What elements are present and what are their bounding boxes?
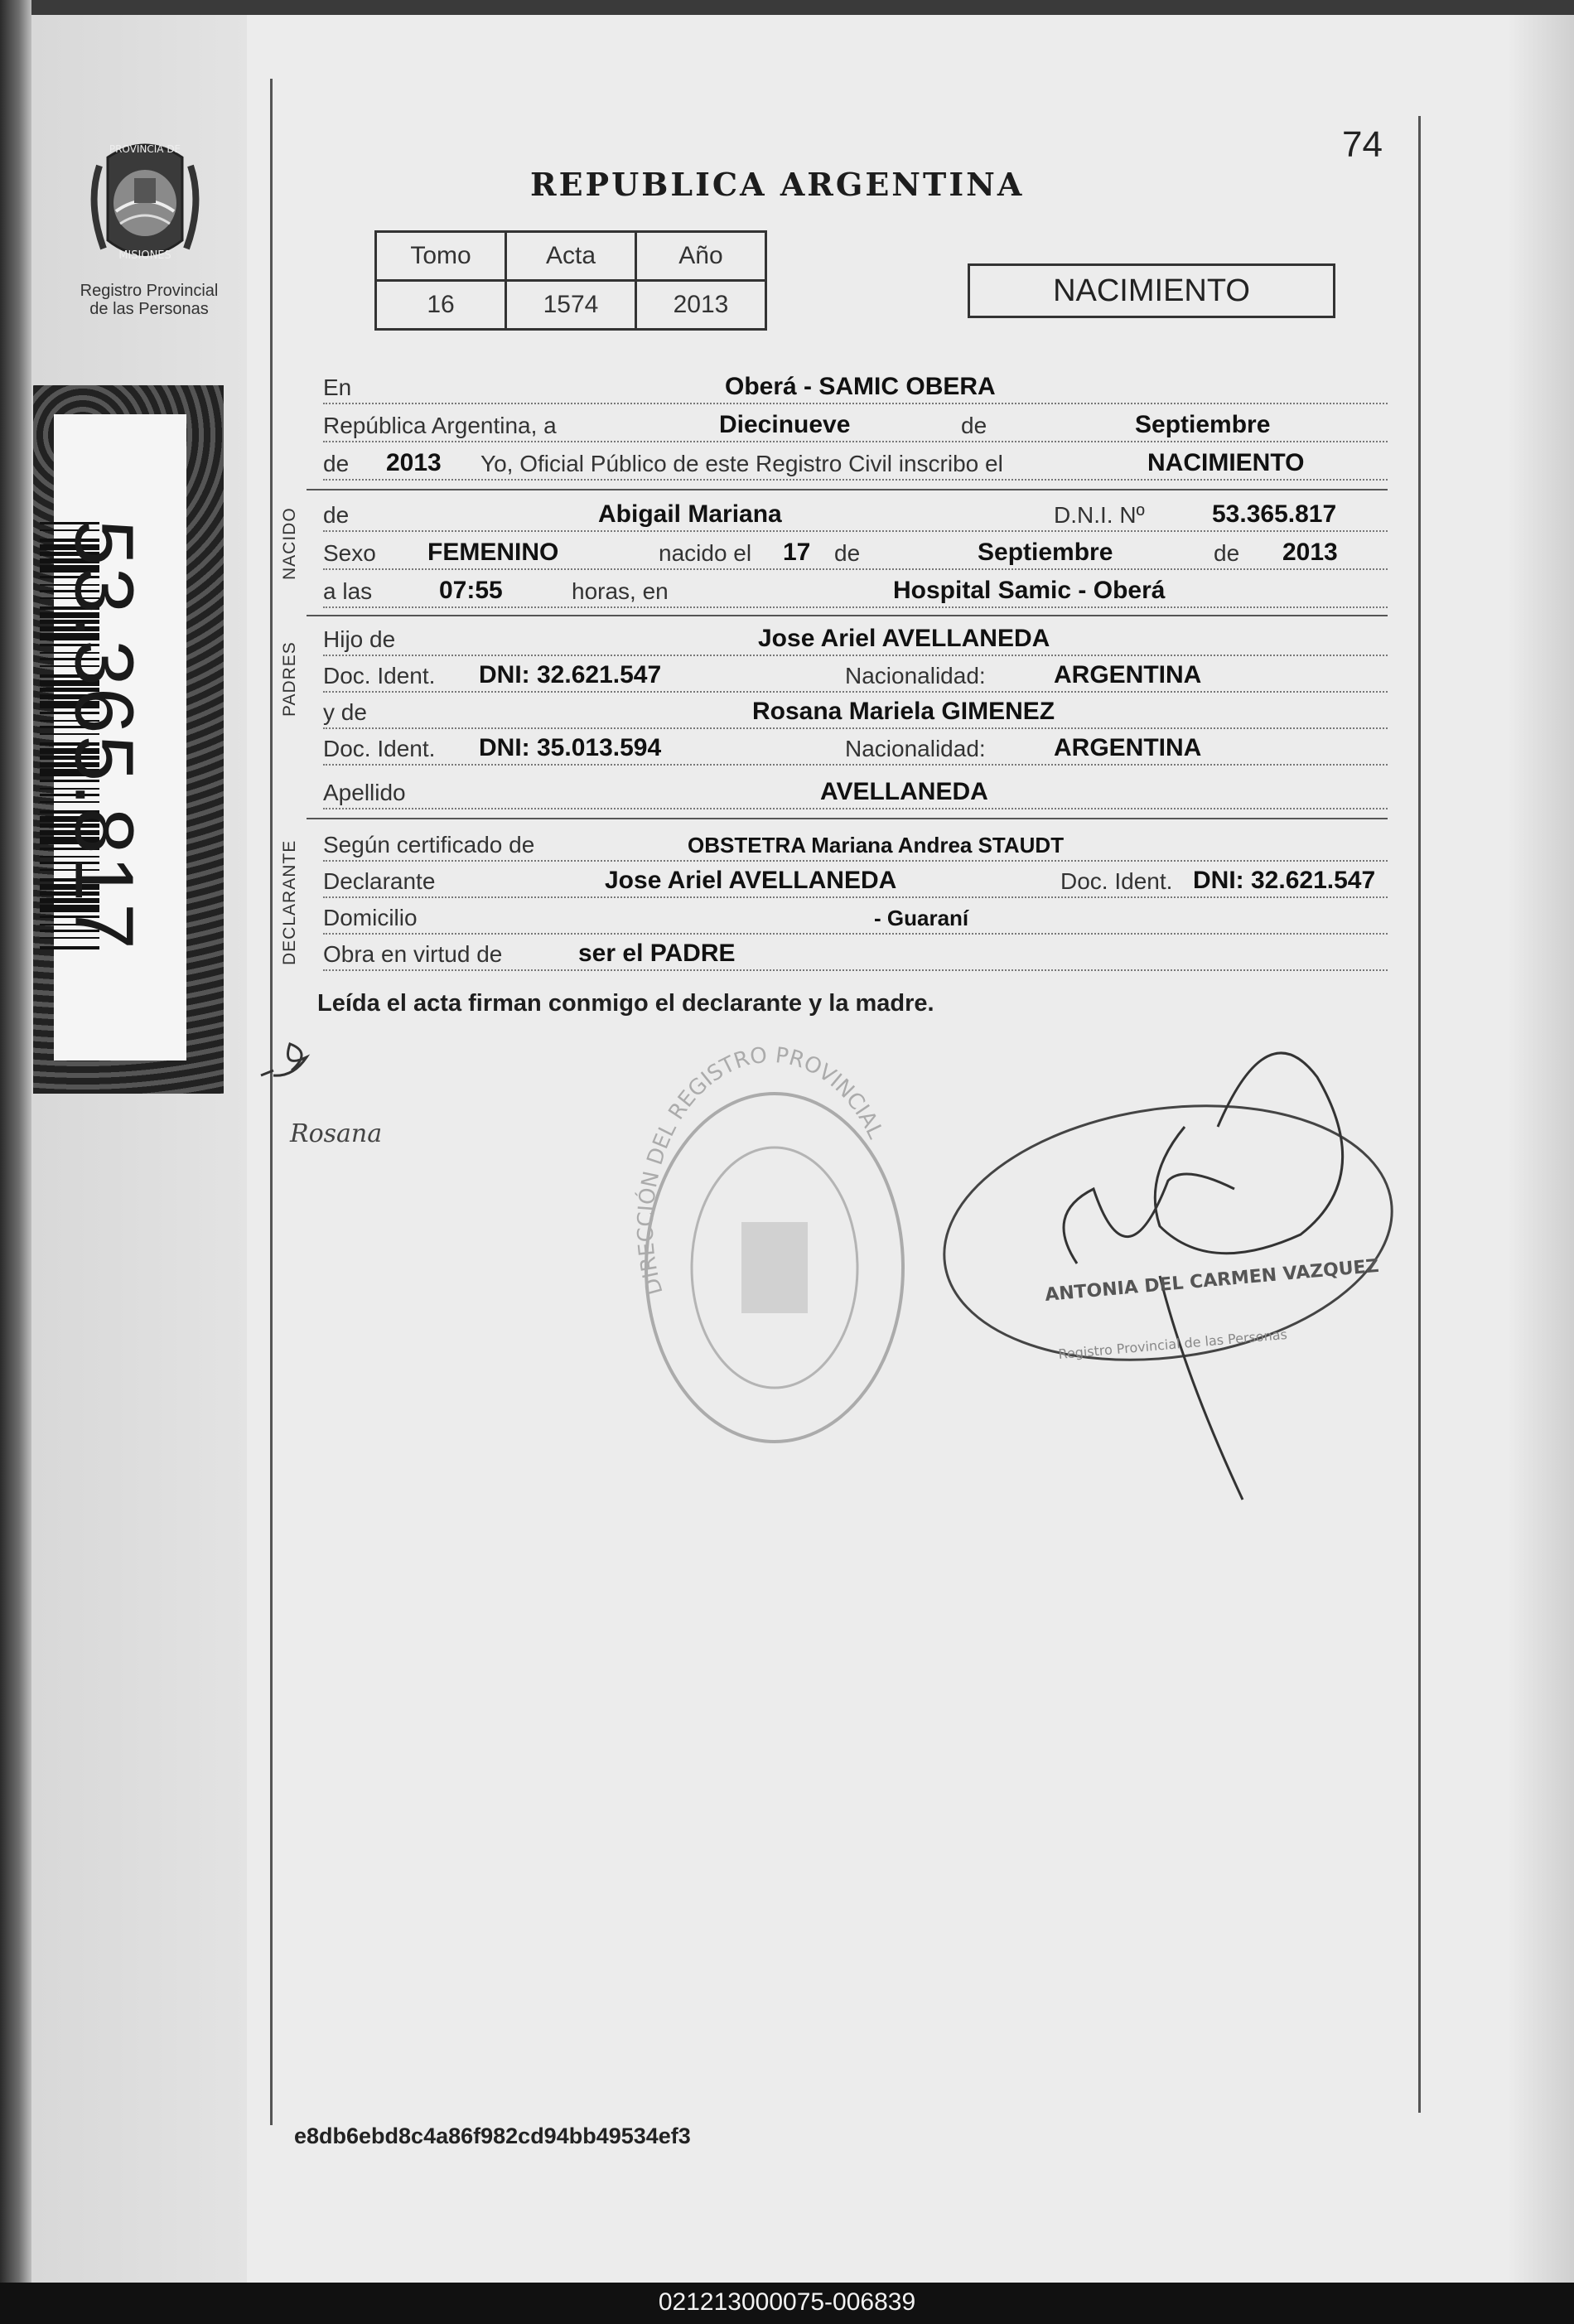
emblem-top-text: PROVINCIA DE	[109, 143, 181, 155]
certificado-label: Según certificado de	[323, 832, 535, 858]
document-title: REPUBLICA ARGENTINA	[530, 166, 1025, 203]
registry-value-acta: 1574	[506, 281, 636, 330]
document-hash: e8db6ebd8c4a86f982cd94bb49534ef3	[294, 2123, 691, 2148]
declarante-label: Declarante	[323, 868, 436, 894]
obra-label: Obra en virtud de	[323, 941, 503, 967]
madre-signature	[261, 1044, 382, 1148]
padre-nac-value: ARGENTINA	[1054, 661, 1202, 689]
officer-stamp-subtext: Registro Provincial de las Personas	[1057, 1326, 1288, 1362]
certificado-value: OBSTETRA Mariana Andrea STAUDT	[688, 833, 1065, 858]
madre-nac-value: ARGENTINA	[1054, 734, 1202, 761]
registry-caption-line1: Registro Provincial	[80, 282, 219, 300]
declarante-doc-label: Doc. Ident.	[1060, 868, 1173, 894]
sticker-dni-number: 53.365.817	[57, 519, 151, 951]
nacido-el-label: nacido el	[659, 540, 752, 566]
dni-value: 53.365.817	[1212, 500, 1337, 528]
registry-header-acta: Acta	[506, 232, 636, 281]
apellido-label: Apellido	[323, 780, 406, 805]
nacido-dia-value: 17	[783, 539, 811, 566]
padre-value: Jose Ariel AVELLANEDA	[758, 625, 1050, 652]
nacido-section-label: NACIDO	[280, 507, 299, 580]
nacido-mes-value: Septiembre	[978, 539, 1113, 566]
madre-nac-label: Nacionalidad:	[845, 736, 986, 761]
registry-caption-line2: de las Personas	[89, 300, 209, 318]
seal-text: DIRECCIÓN DEL REGISTRO PROVINCIAL	[633, 1042, 888, 1298]
sexo-value: FEMENINO	[427, 539, 559, 566]
tipo-value: NACIMIENTO	[1147, 449, 1305, 476]
apellido-value: AVELLANEDA	[820, 778, 988, 805]
declarante-value: Jose Ariel AVELLANEDA	[605, 867, 897, 894]
madre-signature-text: Rosana	[290, 1119, 383, 1148]
anio-value: 2013	[386, 449, 442, 476]
closing-statement: Leída el acta firman conmigo el declarante y la madre.	[317, 990, 934, 1017]
madre-value: Rosana Mariela GIMENEZ	[752, 698, 1055, 725]
domicilio-label: Domicilio	[323, 905, 418, 930]
padre-doc-value: DNI: 32.621.547	[479, 661, 662, 689]
hijo-de-label: Hijo de	[323, 626, 396, 652]
republica-label: República Argentina, a	[323, 413, 557, 438]
padre-nac-label: Nacionalidad:	[845, 663, 986, 689]
officer-signature	[928, 1053, 1408, 1500]
de-label-1: de	[961, 413, 987, 438]
lugar-value: Hospital Samic - Oberá	[893, 577, 1166, 604]
registry-header-anio: Año	[636, 232, 766, 281]
nacido-de-label-2: de	[1214, 540, 1240, 566]
officer-stamp-text: ANTONIA DEL CARMEN VAZQUEZ	[1044, 1255, 1380, 1306]
en-value: Oberá - SAMIC OBERA	[725, 373, 996, 400]
emblem-bottom-text: MISIONES	[118, 249, 171, 262]
hora-value: 07:55	[439, 577, 503, 604]
sexo-label: Sexo	[323, 540, 376, 566]
page-number: 74	[1342, 124, 1383, 165]
dni-label: D.N.I. Nº	[1054, 502, 1145, 528]
declarante-section-label: DECLARANTE	[280, 839, 299, 965]
padre-doc-label: Doc. Ident.	[323, 663, 436, 689]
mes-value: Septiembre	[1135, 411, 1271, 438]
obra-value: ser el PADRE	[578, 940, 736, 967]
registry-seal	[633, 1043, 903, 1442]
yo-text: Yo, Oficial Público de este Registro Civil inscribo el	[480, 451, 1003, 476]
registry-value-tomo: 16	[376, 281, 506, 330]
a-las-label: a las	[323, 578, 373, 604]
nacido-anio-value: 2013	[1282, 539, 1338, 566]
de-label-2: de	[323, 451, 350, 476]
declarante-doc-value: DNI: 32.621.547	[1193, 867, 1376, 894]
madre-doc-label: Doc. Ident.	[323, 736, 436, 761]
padres-section-label: PADRES	[280, 641, 299, 717]
footer-id: 021213000075-006839	[658, 2288, 916, 2316]
nacido-de-label: de	[834, 540, 861, 566]
domicilio-value: - Guaraní	[874, 906, 969, 930]
nombre-label: de	[323, 502, 350, 528]
madre-doc-value: DNI: 35.013.594	[479, 734, 662, 761]
registry-header-tomo: Tomo	[376, 232, 506, 281]
dia-value: Diecinueve	[719, 411, 851, 438]
horas-en-label: horas, en	[572, 578, 669, 604]
nombre-value: Abigail Mariana	[598, 500, 782, 528]
en-label: En	[323, 374, 352, 400]
record-type-box: NACIMIENTO	[968, 263, 1335, 318]
y-de-label: y de	[323, 699, 367, 725]
registry-value-anio: 2013	[636, 281, 766, 330]
